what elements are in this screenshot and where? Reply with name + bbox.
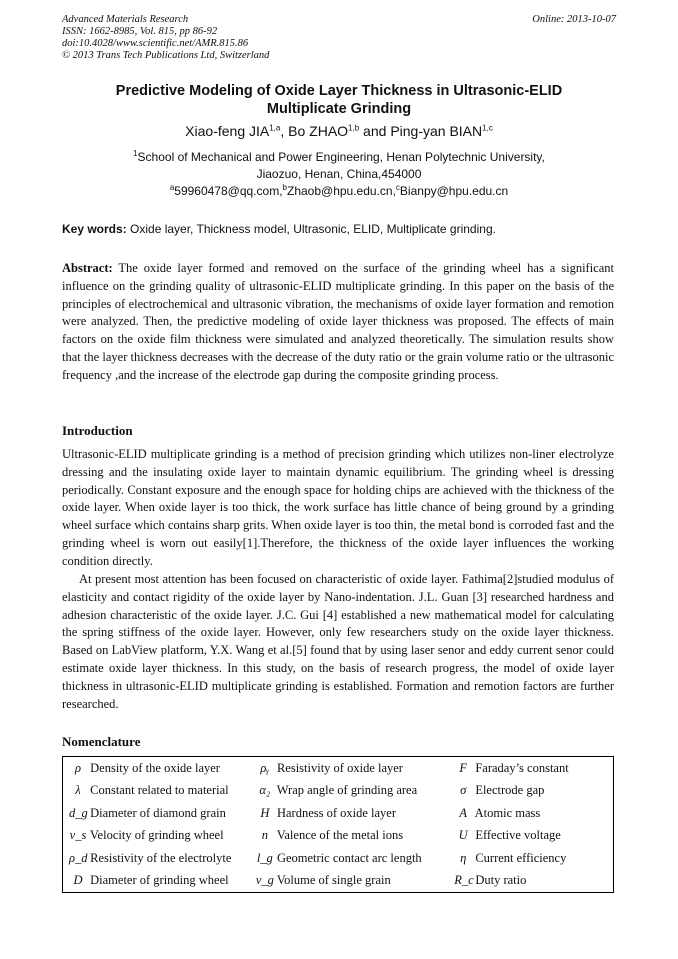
symbol: n (261, 828, 268, 843)
affiliation-line-1: School of Mechanical and Power Engineering, Henan Polytechnic University, (137, 150, 545, 164)
copyright-line: © 2013 Trans Tech Publications Ltd, Switzerland (62, 50, 270, 61)
symbol: α₂ (259, 783, 271, 798)
symbol: σ (460, 783, 467, 798)
definition: Geometric contact arc length (276, 850, 422, 865)
table-row (63, 802, 614, 825)
author-separator: and (359, 123, 391, 139)
table-row (63, 825, 614, 848)
keywords-label: Key words: (62, 222, 127, 236)
email-address[interactable]: Bianpy@hpu.edu.cn (399, 184, 509, 198)
definition: Current efficiency (475, 850, 567, 865)
affiliation (62, 149, 616, 183)
paper-title (62, 82, 616, 118)
definition: Constant related to material (90, 783, 229, 798)
title-line-2: Multiplicate Grinding (266, 101, 412, 117)
affiliation-line-2: Jiaozuo, Henan, China,454000 (256, 167, 422, 181)
symbol: v_g (255, 873, 274, 888)
abstract-label: Abstract: (62, 261, 113, 275)
definition: Density of the oxide layer (90, 760, 220, 775)
symbol: ρ (75, 760, 81, 775)
definition: Resistivity of oxide layer (276, 760, 403, 775)
keywords (62, 222, 616, 236)
introduction-heading: Introduction (62, 423, 133, 438)
email-sup: c (395, 183, 400, 192)
symbol: F (459, 760, 467, 775)
definition: Atomic mass (474, 805, 541, 820)
symbol: ρᵧ (260, 760, 270, 775)
definition: Valence of the metal ions (276, 828, 404, 843)
symbol: l_g (256, 850, 273, 865)
symbol: D (73, 873, 83, 888)
symbol: ρ_d (69, 850, 88, 865)
abstract (62, 260, 614, 385)
email-address[interactable]: Zhaob@hpu.edu.cn, (286, 184, 396, 198)
definition: Duty ratio (475, 873, 527, 888)
author-name: Xiao-feng JIA (185, 123, 270, 139)
nomenclature-heading: Nomenclature (62, 734, 141, 749)
journal-header (62, 14, 616, 62)
author-name: Ping-yan BIAN (390, 123, 483, 139)
symbol: U (458, 828, 468, 843)
symbol: v_s (69, 828, 87, 843)
table-row (63, 780, 614, 803)
table-row (63, 870, 614, 893)
symbol: H (260, 805, 270, 820)
definition: Faraday’s constant (475, 760, 569, 775)
definition: Electrode gap (475, 783, 545, 798)
definition: Wrap angle of grinding area (276, 783, 418, 798)
definition: Effective voltage (475, 828, 561, 843)
definition: Resistivity of the electrolyte (90, 850, 232, 865)
author-list (62, 123, 616, 139)
author-sup: 1,b (348, 123, 360, 133)
table-row (63, 757, 614, 780)
title-line-1: Predictive Modeling of Oxide Layer Thickness in Ultrasonic-ELID (115, 83, 563, 99)
symbol: R_c (454, 873, 474, 888)
intro-paragraph-2: At present most attention has been focused on characteristic of oxide layer. Fathima[2]studied modulus of elasticity and contact rigidity of the oxide layer by Nano-indentation. J.L. Guan [3] researched hardness and adhesion characteristic of the oxide layer. J.C. Gui [4] established a new mathematical model for calculating the spring stiffness of the oxide layer. However, only few researchers study on the oxide layer thickness. Based on LabView platform, Y.X. Wang et al.[5] found that by using laser senor and eddy current senor could estimate oxide layer thickness. In this study, on the basis of research progress, the model of oxide layer thickness in ultrasonic-ELID multiplicate grinding is established. Formation and remotion factors are further researched. (62, 572, 614, 711)
author-sup: 1,a (269, 123, 281, 133)
definition: Volume of single grain (276, 873, 391, 888)
email-sup: a (169, 183, 175, 192)
table-row (63, 847, 614, 870)
abstract-text: The oxide layer formed and removed on the surface of the grinding wheel has a significant influence on the grinding quality of ultrasonic-ELID multiplicate grinding. In this paper on the basis of the principles of electrochemical and ultrasonic vibration, the mechanisms of oxide layer formation and remotion were analyzed. Then, the predictive modeling of oxide layer thickness was proposed. The effects of main factors on the oxide film thickness were simulated and analyzed theoretically. The simulation results show that the layer thickness decreases with the decrease of the duty ratio or the grain volume ratio or the ultrasonic frequency ,and the increase of the electrode gap during the composite grinding process. (62, 261, 614, 382)
email-list (62, 184, 616, 198)
issn-line: ISSN: 1662-8985, Vol. 815, pp 86-92 (62, 26, 218, 37)
definition: Hardness of oxide layer (276, 805, 397, 820)
definition: Velocity of grinding wheel (89, 828, 224, 843)
symbol: d_g (69, 805, 88, 820)
nomenclature-table (62, 756, 614, 893)
author-name: Bo ZHAO (288, 123, 349, 139)
symbol: η (460, 850, 467, 865)
definition: Diameter of grinding wheel (90, 873, 229, 888)
keywords-text: Oxide layer, Thickness model, Ultrasonic, ELID, Multiplicate grinding. (126, 222, 496, 236)
email-address[interactable]: 59960478@qq.com, (174, 184, 283, 198)
author-separator: , (280, 123, 289, 139)
author-sup: 1,c (482, 123, 493, 133)
symbol: A (459, 805, 467, 820)
doi-line: doi:10.4028/www.scientific.net/AMR.815.86 (62, 38, 249, 49)
online-date: Online: 2013-10-07 (532, 14, 616, 25)
journal-name: Advanced Materials Research (62, 14, 189, 25)
email-sup: b (282, 183, 287, 192)
symbol: λ (75, 783, 81, 798)
affiliation-sup: 1 (133, 149, 138, 158)
definition: Diameter of diamond grain (90, 805, 226, 820)
intro-paragraph-1: Ultrasonic-ELID multiplicate grinding is a method of precision grinding which utilizes non-liner electrolyze dressing and the insulating oxide layer to maintain dynamic equilibrium. The grinding wheel is dressing periodically. Constant exposure and the enough space for holding chips are achieved with the thickness of the oxide layer. When oxide layer is too thick, the work surface has little chance of being ground by a grinding wheel surface which contains sharp grits. When oxide layer is too thin, the metal bond is corroded fast and the grinding wheel is worn out easily[1].Therefore, the thickness of the oxide layer influences the working condition directly. (62, 447, 614, 568)
